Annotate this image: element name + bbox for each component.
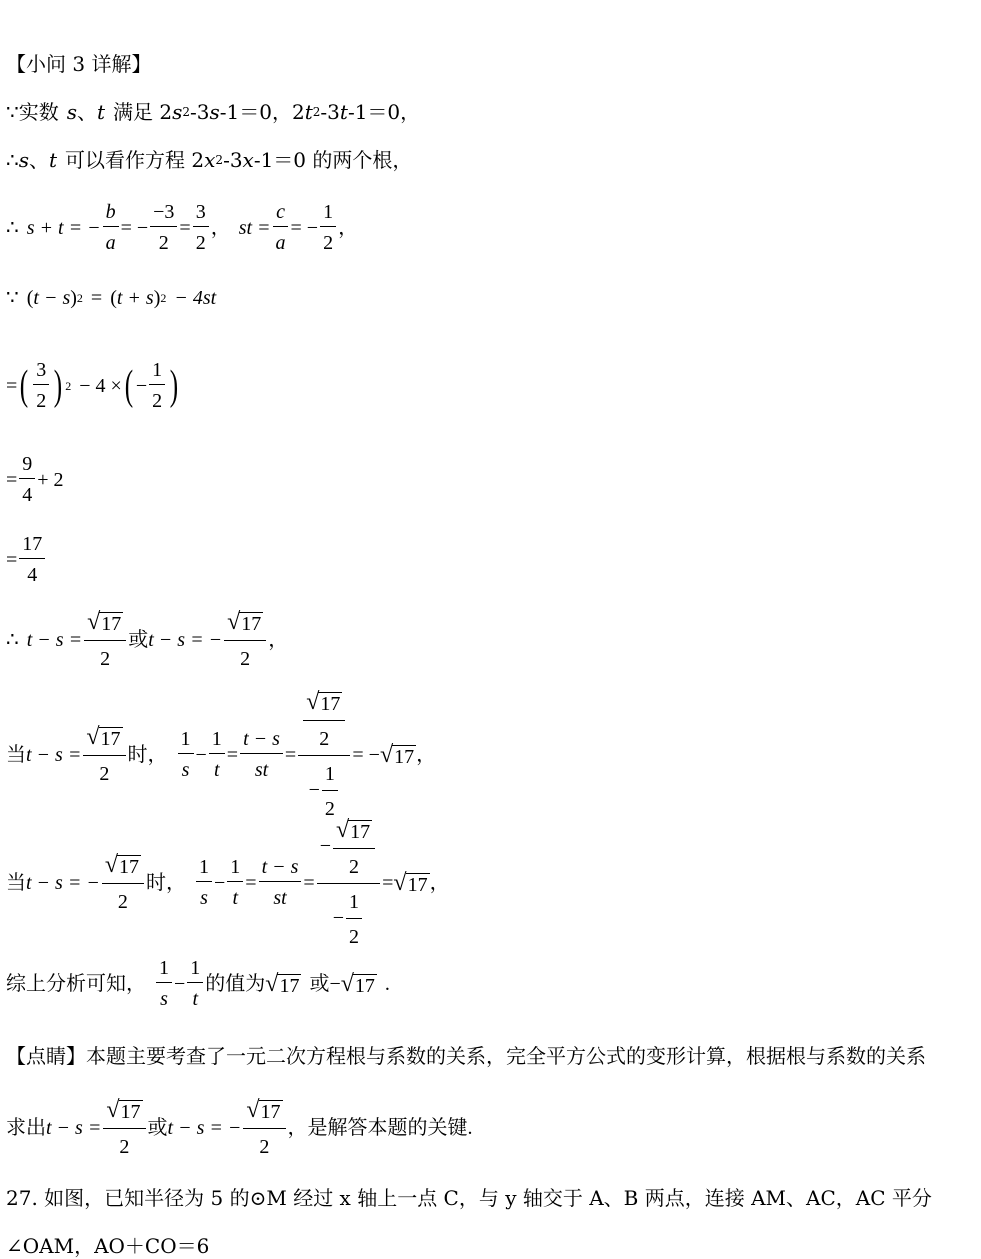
fraction-b-over-a: $\frac{b}{a}$ [103,202,119,253]
fraction-sqrt17-over-2: √ 17 2 [84,610,126,669]
fraction-17-over-4: $\frac{17}{4}$ [19,534,45,585]
roots-line: ∴ s 、 t 可以看作方程 2 x 2 -3 x -1＝0 的两个根， [6,148,413,172]
fraction-3-over-2: $\frac{3}{2}$ [193,202,209,253]
fraction-neg3-over-2: $\frac{-3}{2}$ [150,202,177,253]
case-2: 当 t − s = − √ 17 2 时， $\frac{1}{s}$ − $\frac{1}{t}$ = $\frac{t - s}{st}$ = − √ 17 2 − $\frac{1}{2}$ = √ 17 ， [6,817,450,948]
section-header: 【小问 3 详解】 [6,52,152,76]
case-1: 当 t − s = √ 17 2 时， $\frac{1}{s}$ − $\frac{1}{t}$ = $\frac{t - s}{st}$ = √ 17 2 − $\frac{1}{2}$ = − √ 17 ， [6,689,437,820]
comment-line-1: 【点睛】本题主要考查了一元二次方程根与系数的关系，完全平方公式的变形计算，根据根与系数的关系 [6,1044,926,1068]
problem-27-line-2: ∠OAM，AO＋CO＝6 [6,1234,210,1258]
fraction-c-over-a: $\frac{c}{a}$ [273,202,289,253]
problem-27-line-1: 27. 如图，已知半径为 5 的⊙M 经过 x 轴上一点 C，与 y 轴交于 A、B 两点，连接 AM、AC，AC 平分 [6,1186,932,1210]
identity-formula: ∵ ( t − s ) 2 = ( t + s ) 2 − 4st [6,287,217,309]
fraction-sqrt17-over-2: √ 17 2 [224,610,266,669]
vieta-formula: ∴ s + t = − $\frac{b}{a}$ = − $\frac{-3}{2}$ = $\frac{3}{2}$ ， st = $\frac{c}{a}$ = − $\frac{1}{2}$ ， [6,201,359,254]
summary-line: 综上分析可知， $\frac{1}{s}$ − $\frac{1}{t}$ 的值为 √ 17 或 − √ 17 . [6,957,390,1010]
step-2: = $\frac{9}{4}$ + 2 [6,453,64,506]
result-t-minus-s: ∴ t − s = √ 17 2 或 t − s = − √ 17 2 ， [6,609,289,670]
given-line: ∵ 实数 s 、 t 满足 2 s 2 -3 s -1＝0，2 t 2 -3 t -1＝0， [6,100,421,124]
complex-fraction: − √ 17 2 − $\frac{1}{2}$ [317,818,380,947]
comment-line-2: 求出 t − s = √ 17 2 或 t − s = − √ 17 2 ，是解答本题的关键. [6,1097,473,1158]
step-1: = ( $\frac{3}{2}$ ) 2 − 4 × ( − $\frac{1}{2}$ ) [6,359,179,412]
fraction-1-over-2: $\frac{1}{2}$ [320,202,336,253]
fraction-1-over-2: $\frac{1}{2}$ [149,360,165,411]
fraction-3-over-2: $\frac{3}{2}$ [33,360,49,411]
complex-fraction: √ 17 2 − $\frac{1}{2}$ [298,690,350,819]
fraction-9-over-4: $\frac{9}{4}$ [19,454,35,505]
step-3: = $\frac{17}{4}$ [6,534,47,585]
